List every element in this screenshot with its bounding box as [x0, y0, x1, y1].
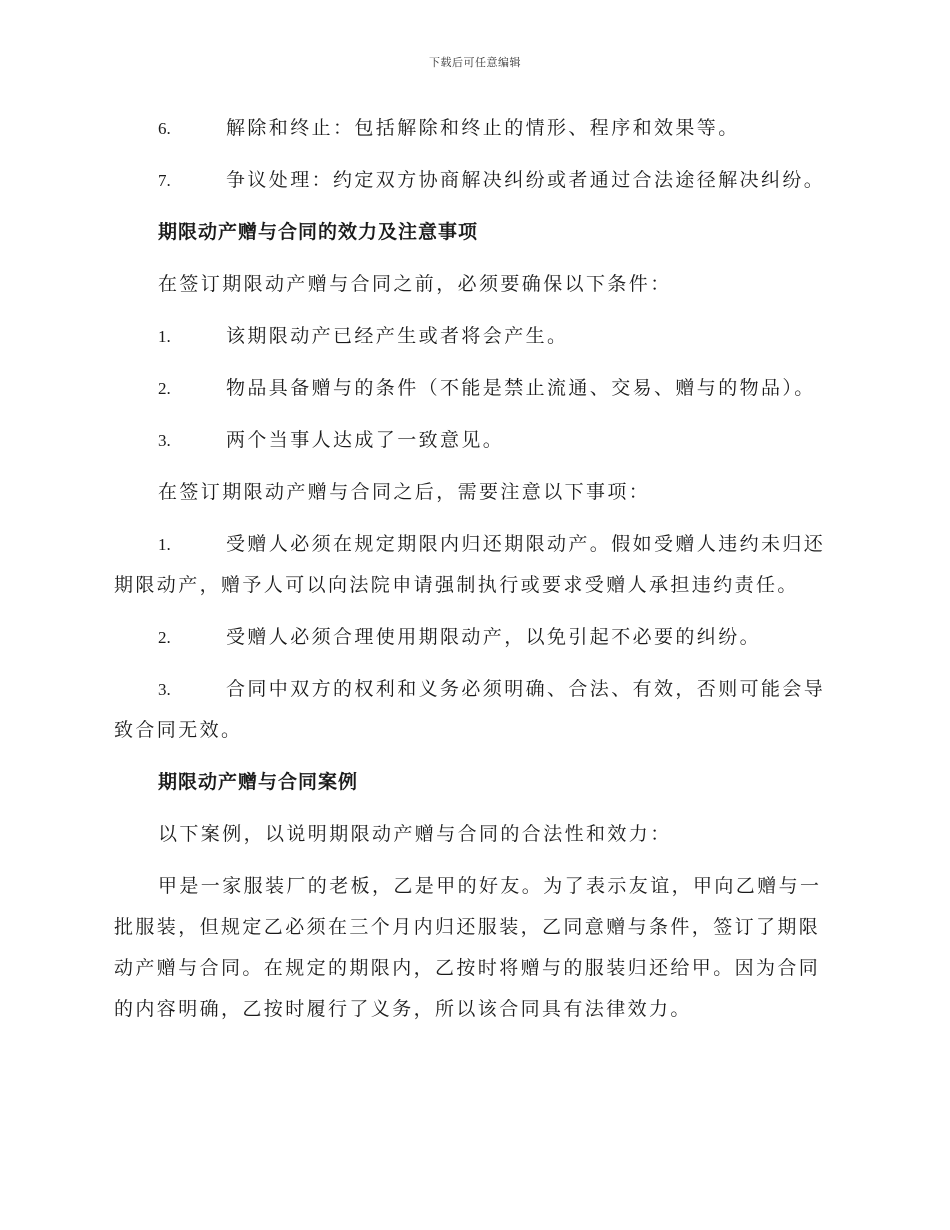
list-item — [114, 420, 834, 461]
list-text: 两个当事人达成了一致意见。 — [226, 429, 505, 451]
paragraph: 甲是一家服装厂的老板，乙是甲的好友。为了表示友谊，甲向乙赠与一批服装，但规定乙必须在三个月内归还服装，乙同意赠与条件，签订了期限动产赠与合同。在规定的期限内，乙按时将赠与的服装归还给甲。因为合同的内容明确，乙按时履行了义务，所以该合同具有法律效力。 — [114, 875, 822, 1020]
list-item — [114, 368, 834, 409]
paragraph: 在签订期限动产赠与合同之后，需要注意以下事项： — [158, 481, 651, 503]
list-text: 受赠人必须在规定期限内归还期限动产。假如受赠人违约未归还期限动产，赠予人可以向法院申请强制执行或要求受赠人承担违约责任。 — [114, 533, 826, 596]
section-heading: 期限动产赠与合同的效力及注意事项 — [158, 221, 479, 243]
list-item — [114, 617, 834, 658]
list-number: 1. — [158, 535, 171, 554]
list-number: 3. — [158, 431, 171, 450]
section-heading: 期限动产赠与合同案例 — [158, 771, 359, 793]
list-text: 物品具备赠与的条件（不能是禁止流通、交易、赠与的物品）。 — [226, 377, 816, 399]
list-text: 合同中双方的权利和义务必须明确、合法、有效，否则可能会导致合同无效。 — [114, 678, 826, 741]
list-item — [114, 524, 834, 606]
paragraph: 在签订期限动产赠与合同之前，必须要确保以下条件： — [158, 273, 672, 295]
list-text: 争议处理：约定双方协商解决纠纷或者通过合法途径解决纠纷。 — [226, 169, 826, 191]
list-text: 受赠人必须合理使用期限动产，以免引起不必要的纠纷。 — [226, 626, 762, 648]
list-number: 1. — [158, 327, 171, 346]
list-item — [114, 669, 834, 751]
list-number: 7. — [158, 171, 171, 190]
page-header: 下载后可任意编辑 — [429, 56, 521, 69]
list-text: 解除和终止：包括解除和终止的情形、程序和效果等。 — [226, 117, 740, 139]
list-number: 2. — [158, 379, 171, 398]
list-text: 该期限动产已经产生或者将会产生。 — [226, 325, 569, 347]
list-number: 3. — [158, 680, 171, 699]
document-body — [114, 108, 834, 1041]
list-number: 6. — [158, 119, 171, 138]
list-item — [114, 108, 834, 149]
list-number: 2. — [158, 628, 171, 647]
list-item — [114, 316, 834, 357]
paragraph: 以下案例，以说明期限动产赠与合同的合法性和效力： — [158, 823, 672, 845]
list-item — [114, 160, 834, 201]
